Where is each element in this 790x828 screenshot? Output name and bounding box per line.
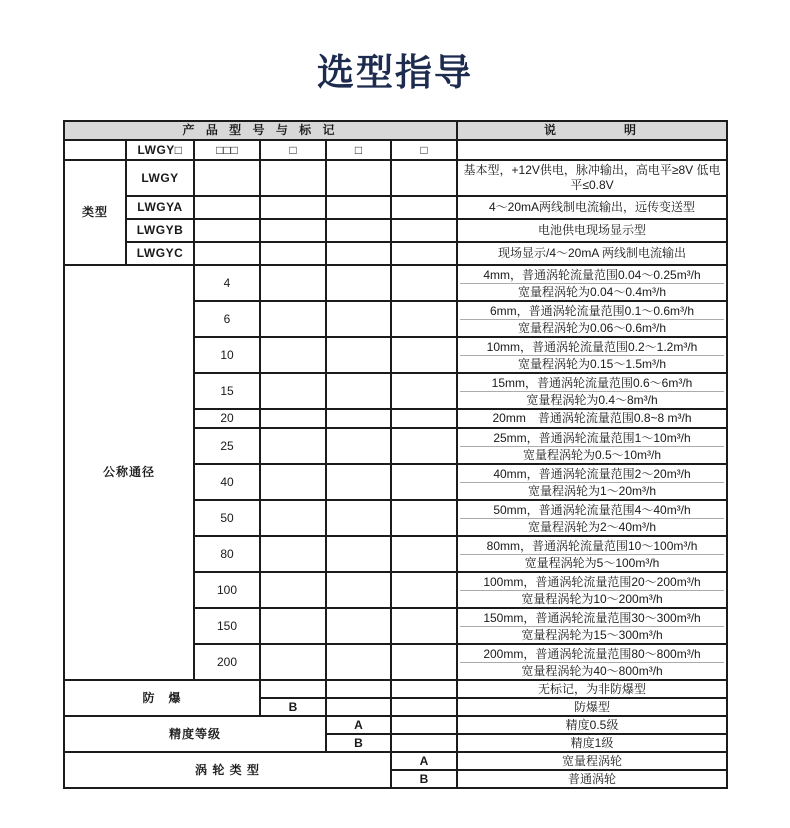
- turbine-desc: 普通涡轮: [457, 770, 727, 788]
- diameter-size: 15: [194, 373, 260, 409]
- empty-cell: [326, 464, 391, 500]
- explosion-mark: [260, 680, 326, 698]
- empty-cell: [260, 608, 326, 644]
- wide-range-turbine-range: 宽量程涡轮为40～800m³/h: [460, 662, 724, 679]
- empty-cell: [260, 572, 326, 608]
- diameter-desc: [457, 301, 727, 337]
- diameter-desc: [457, 373, 727, 409]
- wide-range-turbine-range: 宽量程涡轮为0.5～10m³/h: [460, 446, 724, 463]
- page-title: 选型指导: [317, 52, 473, 93]
- explosion-section-label: 防 爆: [64, 680, 260, 716]
- empty-cell: [260, 373, 326, 409]
- diameter-size: 4: [194, 265, 260, 301]
- marking-box-2: □: [326, 140, 391, 160]
- empty-cell: [260, 219, 326, 242]
- diameter-desc: [457, 428, 727, 464]
- diameter-size: 200: [194, 644, 260, 680]
- empty-cell: [326, 160, 391, 196]
- empty-cell: [326, 242, 391, 265]
- normal-turbine-range: 15mm，普通涡轮流量范围0.6～6m³/h: [491, 376, 693, 390]
- empty-cell: [391, 500, 457, 536]
- empty-cell: [391, 337, 457, 373]
- empty-cell: [260, 242, 326, 265]
- empty-cell: [391, 301, 457, 337]
- empty-cell: [391, 698, 457, 716]
- explosion-row: [64, 680, 727, 698]
- empty-cell: [326, 698, 391, 716]
- empty-cell: [391, 572, 457, 608]
- model-marking-row: [64, 140, 727, 160]
- empty-cell: [391, 644, 457, 680]
- wide-range-turbine-range: 宽量程涡轮为1～20m³/h: [460, 482, 724, 499]
- empty-cell: [194, 219, 260, 242]
- empty-cell: [326, 337, 391, 373]
- explosion-desc: 防爆型: [457, 698, 727, 716]
- empty-cell: [260, 500, 326, 536]
- diameter-desc: [457, 500, 727, 536]
- marking-box-3: □: [391, 140, 457, 160]
- normal-turbine-range: 4mm，普通涡轮流量范围0.04～0.25m³/h: [483, 268, 701, 282]
- accuracy-row: [64, 716, 727, 734]
- empty-cell: [260, 337, 326, 373]
- empty-cell: [194, 242, 260, 265]
- diameter-desc: [457, 536, 727, 572]
- normal-turbine-range: 50mm，普通涡轮流量范围4～40m³/h: [493, 503, 691, 517]
- diameter-desc: 20mm 普通涡轮流量范围0.8~8 m³/h: [457, 409, 727, 428]
- type-desc: 电池供电现场显示型: [457, 219, 727, 242]
- turbine-section-label: 涡 轮 类 型: [64, 752, 391, 788]
- explosion-mark: B: [260, 698, 326, 716]
- diameter-size: 10: [194, 337, 260, 373]
- diameter-desc: [457, 644, 727, 680]
- diameter-size: 100: [194, 572, 260, 608]
- accuracy-desc: 精度0.5级: [457, 716, 727, 734]
- accuracy-mark: B: [326, 734, 391, 752]
- diameter-size: 50: [194, 500, 260, 536]
- normal-turbine-range: 80mm，普通涡轮流量范围10～100m³/h: [486, 539, 698, 553]
- empty-cell: [391, 464, 457, 500]
- empty-cell: [326, 409, 391, 428]
- empty-cell: [260, 644, 326, 680]
- normal-turbine-range: 150mm，普通涡轮流量范围30～300m³/h: [483, 611, 701, 625]
- type-row: [64, 242, 727, 265]
- empty-cell: [260, 160, 326, 196]
- empty-cell: [326, 219, 391, 242]
- diameter-desc: [457, 608, 727, 644]
- empty-cell: [260, 428, 326, 464]
- normal-turbine-range: 40mm，普通涡轮流量范围2～20m³/h: [493, 467, 691, 481]
- marking-box-1: □: [260, 140, 326, 160]
- diameter-size: 6: [194, 301, 260, 337]
- empty-cell: [326, 644, 391, 680]
- type-section-label: 类型: [64, 160, 126, 265]
- wide-range-turbine-range: 宽量程涡轮为5～100m³/h: [460, 554, 724, 571]
- empty-cell: [326, 608, 391, 644]
- type-row: [64, 219, 727, 242]
- explosion-desc: 无标记，为非防爆型: [457, 680, 727, 698]
- empty-cell: [326, 500, 391, 536]
- type-desc: 4～20mA两线制电流输出，远传变送型: [457, 196, 727, 219]
- model-base-code: LWGY□: [126, 140, 194, 160]
- empty-cell: [326, 680, 391, 698]
- empty-cell: [391, 242, 457, 265]
- wide-range-turbine-range: 宽量程涡轮为0.15～1.5m³/h: [460, 355, 724, 372]
- empty-cell: [64, 140, 126, 160]
- empty-cell: [391, 734, 457, 752]
- empty-cell: [457, 140, 727, 160]
- empty-cell: [391, 680, 457, 698]
- wide-range-turbine-range: 宽量程涡轮为2～40m³/h: [460, 518, 724, 535]
- diameter-desc: [457, 265, 727, 301]
- accuracy-desc: 精度1级: [457, 734, 727, 752]
- empty-cell: [391, 219, 457, 242]
- empty-cell: [260, 409, 326, 428]
- type-row: [64, 196, 727, 219]
- empty-cell: [326, 428, 391, 464]
- diameter-desc: [457, 572, 727, 608]
- empty-cell: [391, 409, 457, 428]
- normal-turbine-range: 6mm，普通涡轮流量范围0.1～0.6m³/h: [490, 304, 695, 318]
- turbine-desc: 宽量程涡轮: [457, 752, 727, 770]
- diameter-size: 80: [194, 536, 260, 572]
- empty-cell: [260, 301, 326, 337]
- diameter-boxes: □□□: [194, 140, 260, 160]
- empty-cell: [391, 196, 457, 219]
- diameter-size: 150: [194, 608, 260, 644]
- empty-cell: [326, 536, 391, 572]
- empty-cell: [260, 265, 326, 301]
- normal-turbine-range: 25mm，普通涡轮流量范围1～10m³/h: [493, 431, 691, 445]
- diameter-size: 25: [194, 428, 260, 464]
- empty-cell: [326, 301, 391, 337]
- header-product-model: 产 品 型 号 与 标 记: [64, 121, 457, 140]
- type-desc: 基本型，+12V供电，脉冲输出，高电平≥8V 低电平≤0.8V: [457, 160, 727, 196]
- selection-guide-table: [63, 120, 728, 789]
- diameter-section-label: 公称通径: [64, 265, 194, 680]
- accuracy-mark: A: [326, 716, 391, 734]
- empty-cell: [260, 196, 326, 219]
- empty-cell: [391, 428, 457, 464]
- empty-cell: [391, 536, 457, 572]
- empty-cell: [391, 716, 457, 734]
- table-header-row: [64, 121, 727, 140]
- empty-cell: [326, 572, 391, 608]
- turbine-mark: A: [391, 752, 457, 770]
- empty-cell: [194, 160, 260, 196]
- diameter-desc: [457, 337, 727, 373]
- empty-cell: [194, 196, 260, 219]
- diameter-row: [64, 265, 727, 301]
- header-description: 说 明: [457, 121, 727, 140]
- empty-cell: [260, 536, 326, 572]
- type-code: LWGYB: [126, 219, 194, 242]
- turbine-row: [64, 752, 727, 770]
- empty-cell: [391, 373, 457, 409]
- empty-cell: [326, 373, 391, 409]
- empty-cell: [260, 464, 326, 500]
- type-desc: 现场显示/4～20mA 两线制电流输出: [457, 242, 727, 265]
- wide-range-turbine-range: 宽量程涡轮为0.04～0.4m³/h: [460, 283, 724, 300]
- diameter-desc: [457, 464, 727, 500]
- normal-turbine-range: 200mm，普通涡轮流量范围80～800m³/h: [483, 647, 701, 661]
- wide-range-turbine-range: 宽量程涡轮为10～200m³/h: [460, 590, 724, 607]
- empty-cell: [391, 265, 457, 301]
- wide-range-turbine-range: 宽量程涡轮为15～300m³/h: [460, 626, 724, 643]
- empty-cell: [326, 265, 391, 301]
- empty-cell: [391, 608, 457, 644]
- accuracy-section-label: 精度等级: [64, 716, 326, 752]
- turbine-mark: B: [391, 770, 457, 788]
- diameter-size: 20: [194, 409, 260, 428]
- type-row: [64, 160, 727, 196]
- normal-turbine-range: 100mm，普通涡轮流量范围20～200m³/h: [483, 575, 701, 589]
- diameter-size: 40: [194, 464, 260, 500]
- type-code: LWGY: [126, 160, 194, 196]
- normal-turbine-range: 10mm，普通涡轮流量范围0.2～1.2m³/h: [486, 340, 698, 354]
- wide-range-turbine-range: 宽量程涡轮为0.06～0.6m³/h: [460, 319, 724, 336]
- empty-cell: [326, 196, 391, 219]
- wide-range-turbine-range: 宽量程涡轮为0.4～8m³/h: [460, 391, 724, 408]
- empty-cell: [391, 160, 457, 196]
- type-code: LWGYA: [126, 196, 194, 219]
- type-code: LWGYC: [126, 242, 194, 265]
